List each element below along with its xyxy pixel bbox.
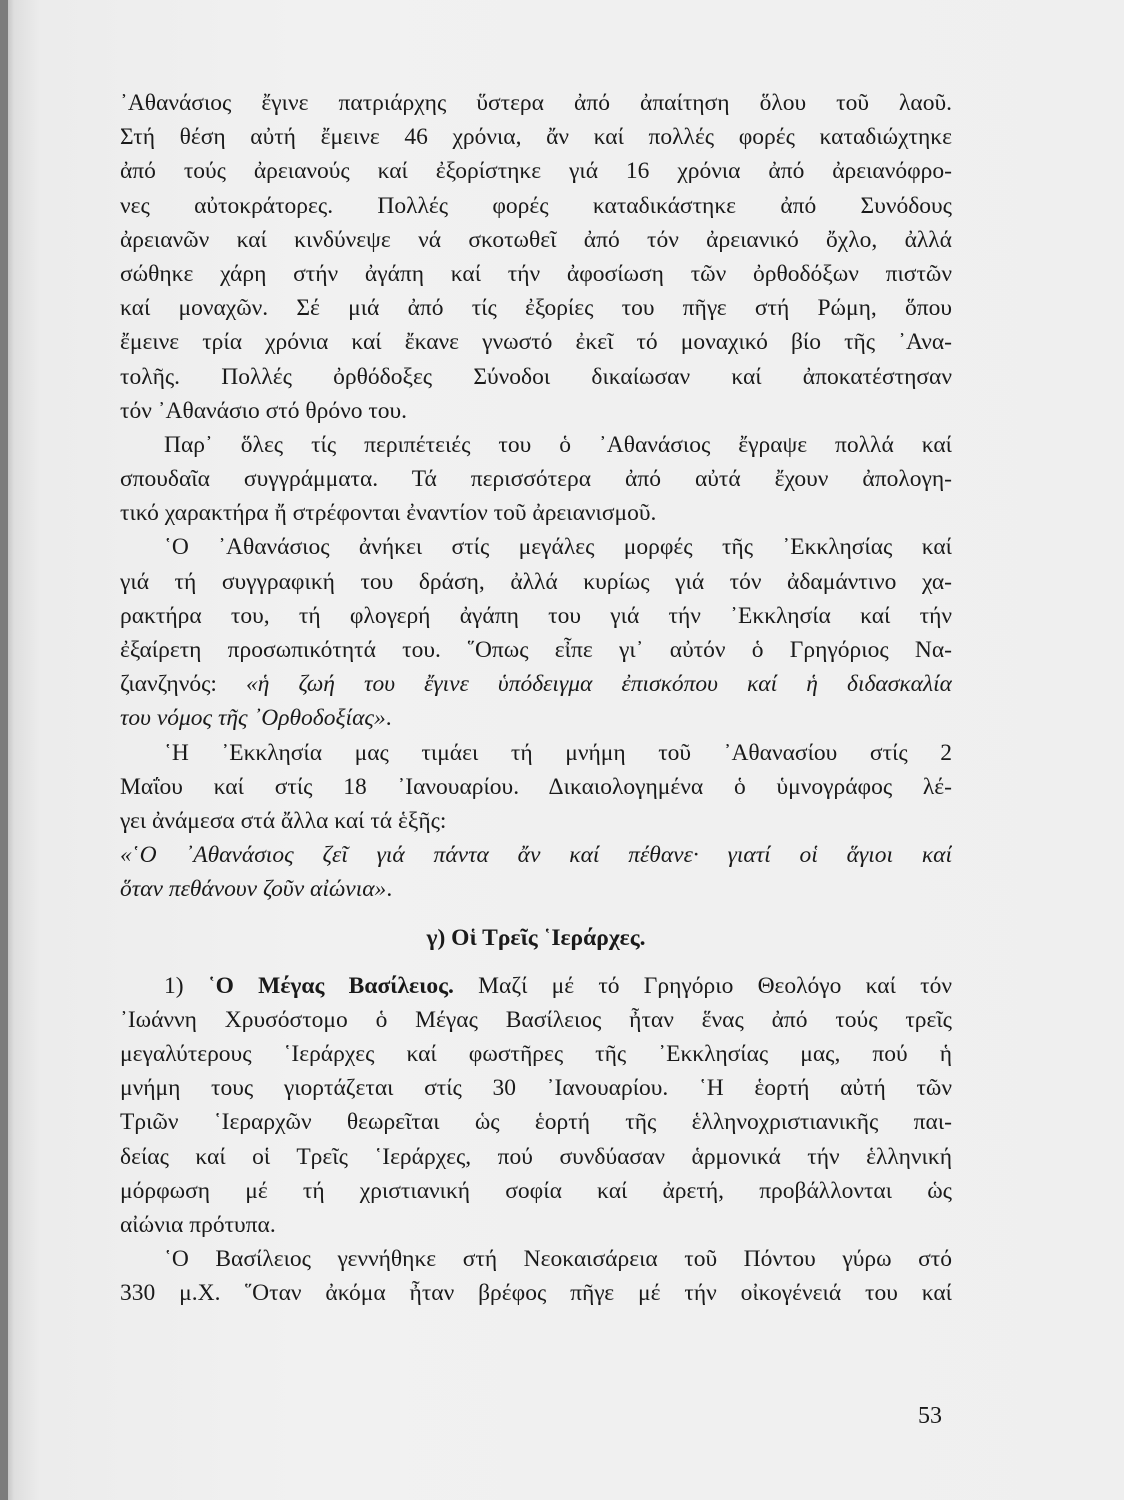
text-line: μνήμη τους γιορτάζεται στίς 30 ᾿Ιανουαρίου. ῾Η ἑορτή αὐτή τῶν — [120, 1075, 952, 1102]
text-line: ᾿Αθανάσιος ἔγινε πατριάρχης ὕστερα ἀπό ἀπαίτηση ὅλου τοῦ λαοῦ. — [120, 90, 952, 116]
text-line: νες αὐτοκράτορες. Πολλές φορές καταδικάστηκε ἀπό Συνόδους — [120, 192, 952, 219]
text-line: γιά τή συγγραφική του δράση, ἀλλά κυρίως γιά τόν ἀδαμάντινο χα- — [120, 568, 952, 595]
binding-shadow — [0, 0, 8, 1500]
text-line: ῾Η ᾿Εκκλησία μας τιμάει τή μνήμη τοῦ ᾿Αθανασίου στίς 2 — [164, 739, 952, 766]
paragraph-character — [120, 530, 952, 735]
text-line: ἔμεινε τρία χρόνια καί ἔκανε γνωστό ἐκεῖ τό μοναχικό βίο τῆς ᾿Ανα- — [120, 329, 952, 356]
text-line: δείας καί οἱ Τρεῖς ῾Ιεράρχες, πού συνδύασαν ἁρμονικά τήν ἑλληνική — [120, 1143, 952, 1170]
text-line: αἰώνια πρότυπα. — [120, 1212, 276, 1238]
paragraph-writings — [120, 428, 952, 531]
text-line: ἀρειανῶν καί κινδύνεψε νά σκοτωθεῖ ἀπό τόν ἀρειανικό ὄχλο, ἀλλά — [120, 226, 952, 253]
text-line — [120, 872, 952, 906]
text-line: Τριῶν ῾Ιεραρχῶν θεωρεῖται ὡς ἑορτή τῆς ἑλληνοχριστιανικῆς παι- — [120, 1109, 952, 1136]
text-line: μόρφωση μέ τή χριστιανική σοφία καί ἀρετή, προβάλλονται ὡς — [120, 1177, 952, 1204]
text-line — [120, 969, 952, 1003]
italic-quote: ὅταν πεθάνουν ζοῦν αἰώνια» — [120, 876, 387, 903]
text-line: 330 μ.Χ. ῞Οταν ἀκόμα ἦταν βρέφος πῆγε μέ τήν οἰκογένειά του καί — [120, 1280, 952, 1307]
text-line — [120, 701, 952, 735]
text-line: ῾Ο Βασίλειος γεννήθηκε στή Νεοκαισάρεια τοῦ Πόντου γύρω στό — [164, 1246, 952, 1273]
text-line: σώθηκε χάρη στήν ἀγάπη καί τήν ἀφοσίωση τῶν ὀρθοδόξων πιστῶν — [120, 260, 952, 287]
text-span: Μαζί μέ τό Γρηγόριο Θεολόγο καί τόν — [453, 972, 952, 999]
text-span: . — [385, 705, 392, 732]
text-line: Στή θέση αὐτή ἔμεινε 46 χρόνια, ἄν καί πολλές φορές καταδιώχτηκε — [120, 124, 952, 151]
paragraph-feast-days — [120, 736, 952, 839]
text-line: ἐξαίρετη προσωπικότητά του. ῞Οπως εἶπε γι᾿ αὐτόν ὁ Γρηγόριος Να- — [120, 637, 952, 663]
text-line: Μαΐου καί στίς 18 ᾿Ιανουαρίου. Δικαιολογημένα ὁ ὑμνογράφος λέ- — [120, 773, 952, 800]
list-number: 1) — [164, 972, 208, 999]
text-line: τολῆς. Πολλές ὀρθόδοξες Σύνοδοι δικαίωσαν καί ἀποκατέστησαν — [120, 363, 952, 390]
body-text — [120, 86, 952, 1311]
subheading: ῾Ο Μέγας Βασίλειος. — [207, 972, 454, 999]
text-line: ῾Ο ᾿Αθανάσιος ἀνήκει στίς μεγάλες μορφές τῆς ᾿Εκκλησίας καί — [164, 534, 952, 561]
paragraph-basil-great — [120, 969, 952, 1243]
page-number: 53 — [918, 1403, 942, 1429]
text-line: μεγαλύτερους ῾Ιεράρχες καί φωστῆρες τῆς ᾿Εκκλησίας μας, πού ἡ — [120, 1041, 952, 1068]
text-line: καί μοναχῶν. Σέ μιά ἀπό τίς ἐξορίες του πῆγε στή Ρώμη, ὅπου — [120, 295, 952, 322]
text-span: . — [386, 876, 393, 903]
text-line — [120, 667, 952, 701]
text-line: σπουδαῖα συγγράμματα. Τά περισσότερα ἀπό αὐτά ἔχουν ἀπολογη- — [120, 466, 952, 493]
text-line: γει ἀνάμεσα στά ἄλλα καί τά ἑξῆς: — [120, 807, 447, 834]
hymn-quote — [120, 838, 952, 906]
text-line: ᾿Ιωάννη Χρυσόστομο ὁ Μέγας Βασίλειος ἦταν ἕνας ἀπό τούς τρεῖς — [120, 1006, 952, 1033]
text-span: ζιανζηνός: — [120, 671, 247, 698]
paragraph-basil-birth — [120, 1242, 952, 1310]
italic-quote: του νόμος τῆς ᾿Ορθοδοξίας» — [120, 705, 386, 732]
text-line: ρακτήρα του, τή φλογερή ἀγάπη του γιά τήν ᾿Εκκλησία καί τήν — [120, 602, 952, 629]
text-line: τικό χαρακτήρα ἤ στρέφονται ἐναντίον τοῦ ἀρειανισμοῦ. — [120, 500, 657, 527]
paragraph-athanasius-patriarch — [120, 86, 952, 428]
text-line: «῾Ο ᾿Αθανάσιος ζεῖ γιά πάντα ἄν καί πέθανε· γιατί οἱ ἅγιοι καί — [120, 842, 952, 869]
text-line: τόν ᾿Αθανάσιο στό θρόνο του. — [120, 397, 408, 424]
text-line: Παρ᾿ ὅλες τίς περιπέτειές του ὁ ᾿Αθανάσιος ἔγραψε πολλά καί — [164, 431, 952, 458]
text-line: ἀπό τούς ἀρειανούς καί ἐξορίστηκε γιά 16 χρόνια ἀπό ἀρειανόφρο- — [120, 158, 952, 185]
section-heading: γ) Οἱ Τρεῖς ῾Ιεράρχες. — [426, 924, 646, 951]
italic-quote: «ἡ ζωή του ἔγινε ὑπόδειγμα ἐπισκόπου καί ἡ διδασκαλία — [246, 671, 952, 698]
